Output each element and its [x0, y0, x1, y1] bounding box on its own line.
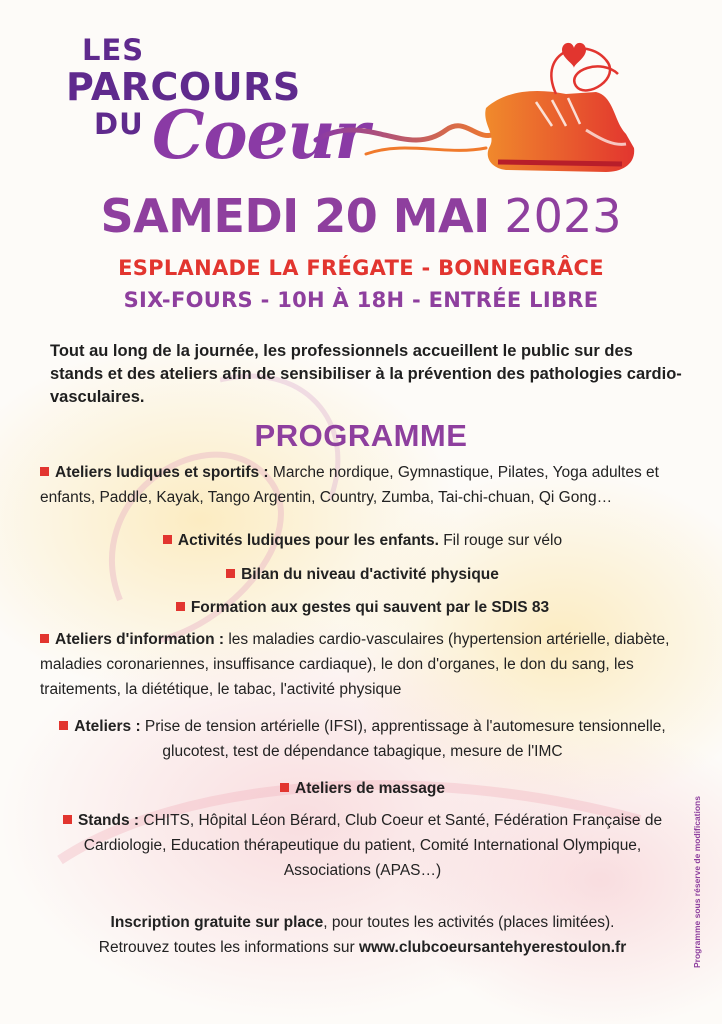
programme-item-text: les maladies cardio-vasculaires (hypertension artérielle, diabète, maladies coronariennes, insuffisance cardiaque), le don d'organes, le don du sang, les traitements, la diététique, le tabac, l'activité physique	[40, 631, 670, 698]
event-date-year: 2023	[504, 189, 622, 243]
bullet-square-icon	[40, 467, 49, 476]
footer	[40, 910, 685, 960]
footer-info-prefix: Retrouvez toutes les informations sur	[98, 939, 359, 956]
programme-item-label: Stands :	[77, 812, 140, 829]
programme-item-label: Activités ludiques pour les enfants.	[177, 532, 439, 549]
bullet-square-icon	[176, 602, 185, 611]
programme-item-text: Marche nordique, Gymnastique, Pilates, Yoga adultes et enfants, Paddle, Kayak, Tango Argentin, Country, Zumba, Tai-chi-chuan, Qi Gong…	[40, 464, 659, 506]
programme-item-text: Fil rouge sur vélo	[438, 532, 563, 549]
logo-du: DU	[94, 107, 144, 141]
bullet-square-icon	[163, 535, 172, 544]
bullet-square-icon	[226, 569, 235, 578]
bullet-square-icon	[63, 815, 72, 824]
footer-line-registration	[40, 910, 685, 935]
programme-item-label: Ateliers de massage	[295, 780, 445, 797]
programme-item	[40, 627, 685, 702]
bullet-square-icon	[40, 634, 49, 643]
programme-item	[40, 562, 685, 587]
programme-item	[40, 714, 685, 764]
programme-item-label: Ateliers d'information :	[55, 631, 225, 648]
programme-item	[40, 776, 685, 801]
programme-item	[40, 528, 685, 553]
intro-paragraph: Tout au long de la journée, les professionnels accueillent le public sur des stands et des ateliers afin de sensibiliser à la prévention des pathologies cardio-vasculaires.	[50, 342, 682, 406]
event-hours: SIX-FOURS - 10H À 18H - ENTRÉE LIBRE	[123, 288, 599, 312]
footer-registration-bold: Inscription gratuite sur place	[110, 914, 324, 931]
programme-item	[40, 808, 685, 883]
event-logo	[66, 30, 666, 200]
logo-parcours: PARCOURS	[66, 65, 301, 109]
event-date	[0, 188, 722, 244]
programme-item	[40, 595, 685, 620]
logo-les: LES	[82, 33, 145, 67]
event-venue: ESPLANADE LA FRÉGATE - BONNEGRÂCE	[118, 256, 604, 280]
bullet-square-icon	[280, 783, 289, 792]
footer-line-info	[40, 935, 685, 960]
programme-item-label: Formation aux gestes qui sauvent par le SDIS 83	[190, 599, 550, 616]
footer-registration-rest: , pour toutes les activités (places limitées).	[323, 914, 615, 931]
side-note: Programme sous réserve de modifications	[692, 796, 702, 968]
event-date-main: SAMEDI 20 MAI	[100, 189, 490, 243]
programme-item-label: Bilan du niveau d'activité physique	[241, 566, 499, 583]
logo-coeur-script: Coeur	[152, 96, 369, 174]
website-link[interactable]: www.clubcoeursantehyerestoulon.fr	[358, 939, 627, 956]
programme-item-text: CHITS, Hôpital Léon Bérard, Club Coeur et Santé, Fédération Française de Cardiologie, Education thérapeutique du patient, Comité International Olympique, Associations (APAS…)	[83, 812, 663, 879]
running-shoe-heart-icon	[66, 30, 666, 200]
programme-item-label: Ateliers ludiques et sportifs :	[55, 464, 269, 481]
programme-item	[40, 460, 685, 510]
bullet-square-icon	[59, 721, 68, 730]
programme-item-text: Prise de tension artérielle (IFSI), apprentissage à l'automesure tensionnelle, glucotest, test de dépendance tabagique, mesure de l'IMC	[140, 718, 666, 760]
programme-title: PROGRAMME	[254, 418, 468, 453]
programme-item-label: Ateliers :	[74, 718, 141, 735]
